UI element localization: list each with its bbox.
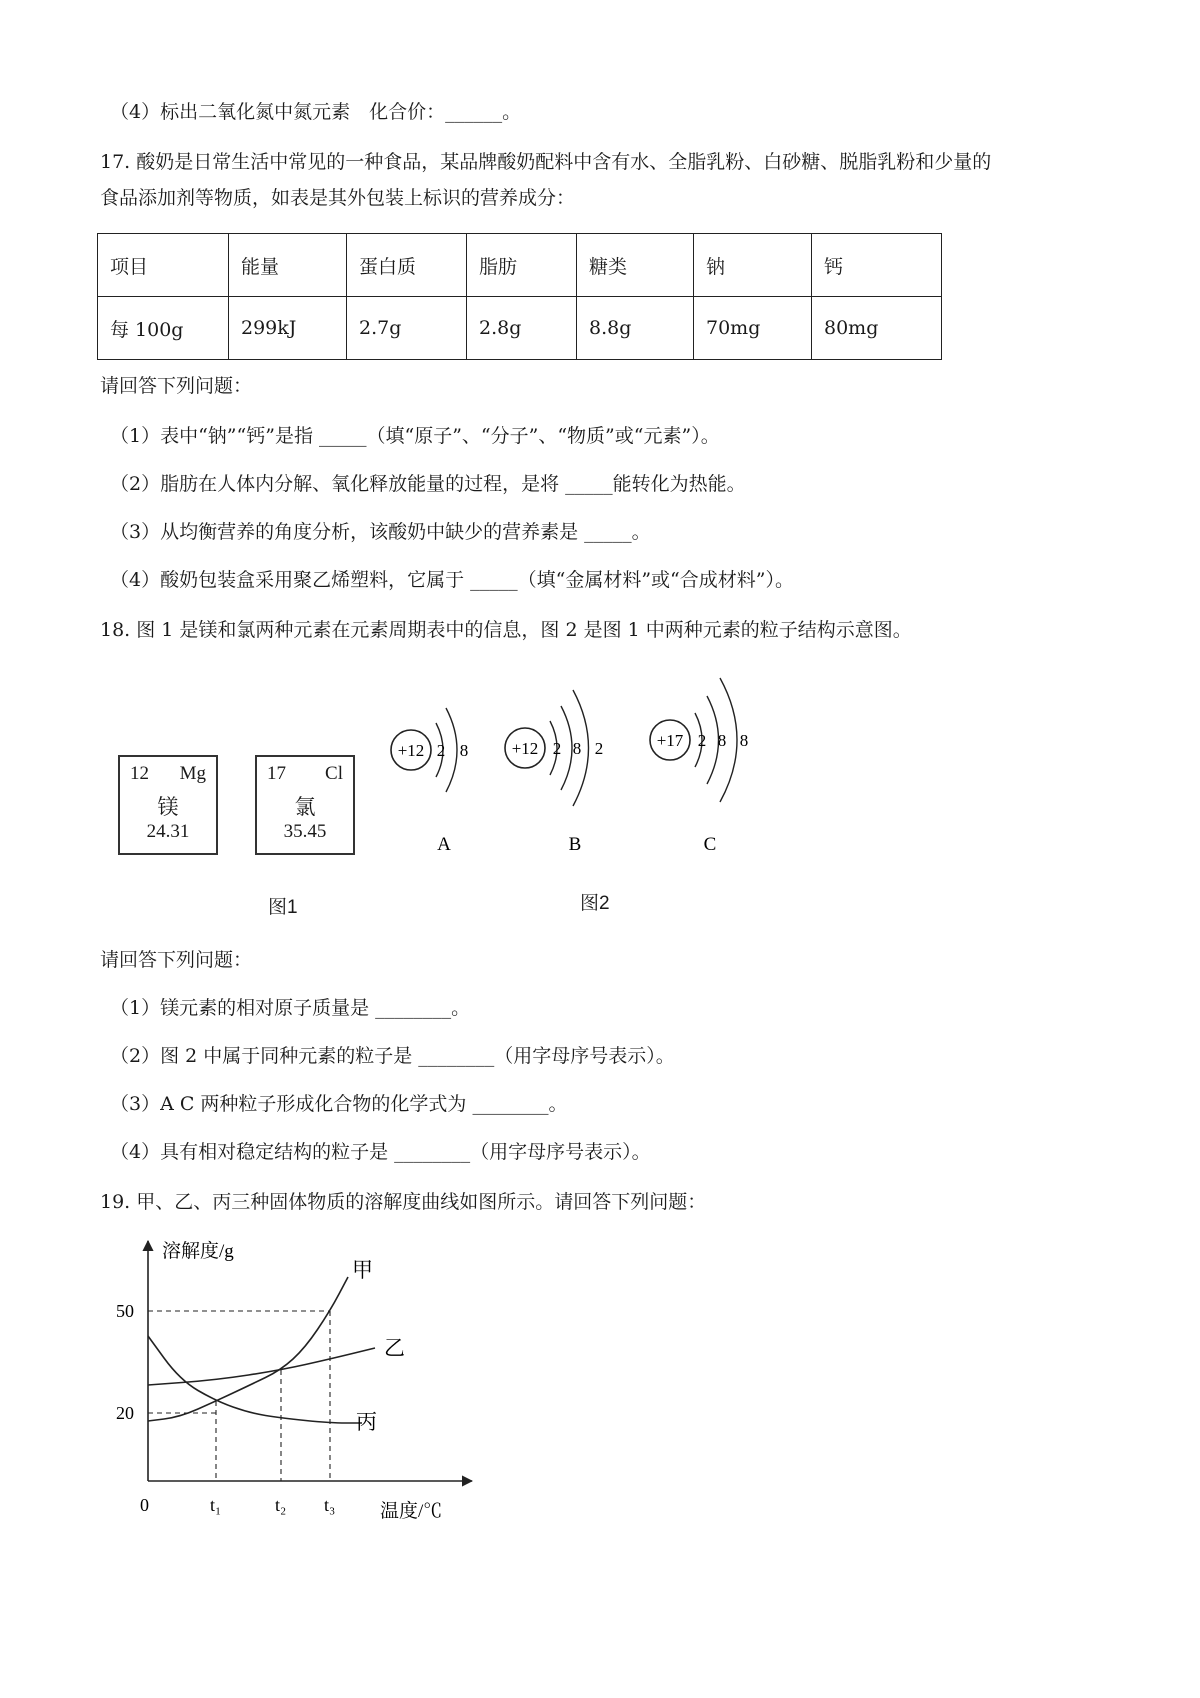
x-tick-label: t₃ [324, 1495, 336, 1515]
shell-electrons: 2 [594, 739, 604, 758]
particle-a [391, 708, 468, 855]
element-symbol: Mg [179, 763, 206, 784]
q17-part1: （1）表中“钠”“钙”是指 _____（填“原子”、“分子”、“物质”或“元素”）。 [110, 425, 720, 447]
q17-part2: （2）脂肪在人体内分解、氧化释放能量的过程，是将 _____能转化为热能。 [110, 473, 746, 495]
q18-part2: （2）图 2 中属于同种元素的粒子是 ________（用字母序号表示）。 [110, 1045, 675, 1067]
x-tick-label: t₂ [275, 1495, 287, 1515]
solubility-chart [100, 1235, 500, 1525]
table-row [98, 297, 942, 360]
shell-electrons: 8 [572, 739, 582, 758]
element-name: 氯 [294, 795, 316, 819]
series-label: 乙 [384, 1336, 405, 1360]
element-name: 镁 [157, 795, 179, 819]
table-cell: 能量 [229, 234, 347, 297]
y-tick-label: 20 [116, 1403, 134, 1423]
table-cell: 钙 [812, 234, 942, 297]
particle-c [650, 678, 748, 855]
particle-label: C [703, 834, 717, 855]
q17-stem-line2: 食品添加剂等物质，如表是其外包装上标识的营养成分： [100, 187, 576, 209]
table-cell: 80mg [812, 297, 942, 360]
q18-prompt: 请回答下列问题： [100, 949, 253, 971]
q18-stem: 18. 图 1 是镁和氯两种元素在元素周期表中的信息，图 2 是图 1 中两种元素的粒子结构示意图。 [100, 619, 912, 641]
fig1-caption: 图1 [268, 897, 298, 918]
atomic-mass: 24.31 [146, 821, 190, 842]
element-tile-mg [118, 755, 218, 855]
nucleus-charge: +12 [511, 739, 539, 758]
shell-electrons: 2 [697, 731, 707, 750]
q18-part1: （1）镁元素的相对原子质量是 ________。 [110, 997, 471, 1019]
table-cell: 糖类 [577, 234, 694, 297]
q16-part4: （4）标出二氧化氮中氮元素 化合价：______。 [110, 101, 522, 123]
q18-part3: （3）A C 两种粒子形成化合物的化学式为 ________。 [110, 1093, 568, 1115]
nucleus-charge: +17 [656, 731, 684, 750]
shell-electrons: 8 [739, 731, 749, 750]
element-symbol: Cl [325, 763, 343, 784]
series-curve-0 [148, 1277, 348, 1421]
series-label: 丙 [356, 1410, 377, 1434]
table-cell: 8.8g [577, 297, 694, 360]
table-cell: 299kJ [229, 297, 347, 360]
table-cell: 项目 [98, 234, 229, 297]
particle-label: A [437, 834, 451, 855]
x-axis-label: 温度/℃ [380, 1501, 443, 1522]
atomic-number: 17 [267, 763, 286, 784]
q18-part4: （4）具有相对稳定结构的粒子是 ________（用字母序号表示）。 [110, 1141, 651, 1163]
q17-prompt: 请回答下列问题： [100, 375, 253, 397]
shell-electrons: 8 [717, 731, 727, 750]
table-cell: 脂肪 [467, 234, 577, 297]
particle-diagrams [380, 660, 780, 860]
y-axis-label: 溶解度/g [162, 1241, 234, 1262]
table-cell: 钠 [694, 234, 812, 297]
table-cell: 70mg [694, 297, 812, 360]
q17-part3: （3）从均衡营养的角度分析，该酸奶中缺少的营养素是 _____。 [110, 521, 651, 543]
table-row [98, 234, 942, 297]
table-cell: 2.8g [467, 297, 577, 360]
q19-stem: 19. 甲、乙、丙三种固体物质的溶解度曲线如图所示。请回答下列问题： [100, 1191, 707, 1213]
element-tile-cl [255, 755, 355, 855]
shell-electrons: 2 [436, 741, 446, 760]
nutrition-table [97, 233, 942, 360]
x-tick-label: t₁ [210, 1495, 222, 1515]
table-cell: 2.7g [347, 297, 467, 360]
nucleus-charge: +12 [397, 741, 425, 760]
table-cell: 每 100g [98, 297, 229, 360]
q17-stem-line1: 17. 酸奶是日常生活中常见的一种食品，某品牌酸奶配料中含有水、全脂乳粉、白砂糖、脱脂乳粉和少量的 [100, 151, 992, 173]
table-cell: 蛋白质 [347, 234, 467, 297]
particle-b [505, 690, 603, 855]
y-tick-label: 50 [116, 1301, 134, 1321]
particle-label: B [568, 834, 582, 855]
atomic-number: 12 [130, 763, 149, 784]
q17-part4: （4）酸奶包装盒采用聚乙烯塑料，它属于 _____（填“金属材料”或“合成材料”）。 [110, 569, 794, 591]
fig2-caption: 图2 [580, 893, 610, 914]
x-tick-label: 0 [140, 1495, 149, 1515]
series-label: 甲 [352, 1258, 373, 1282]
shell-electrons: 2 [552, 739, 562, 758]
shell-electrons: 8 [459, 741, 469, 760]
atomic-mass: 35.45 [283, 821, 327, 842]
